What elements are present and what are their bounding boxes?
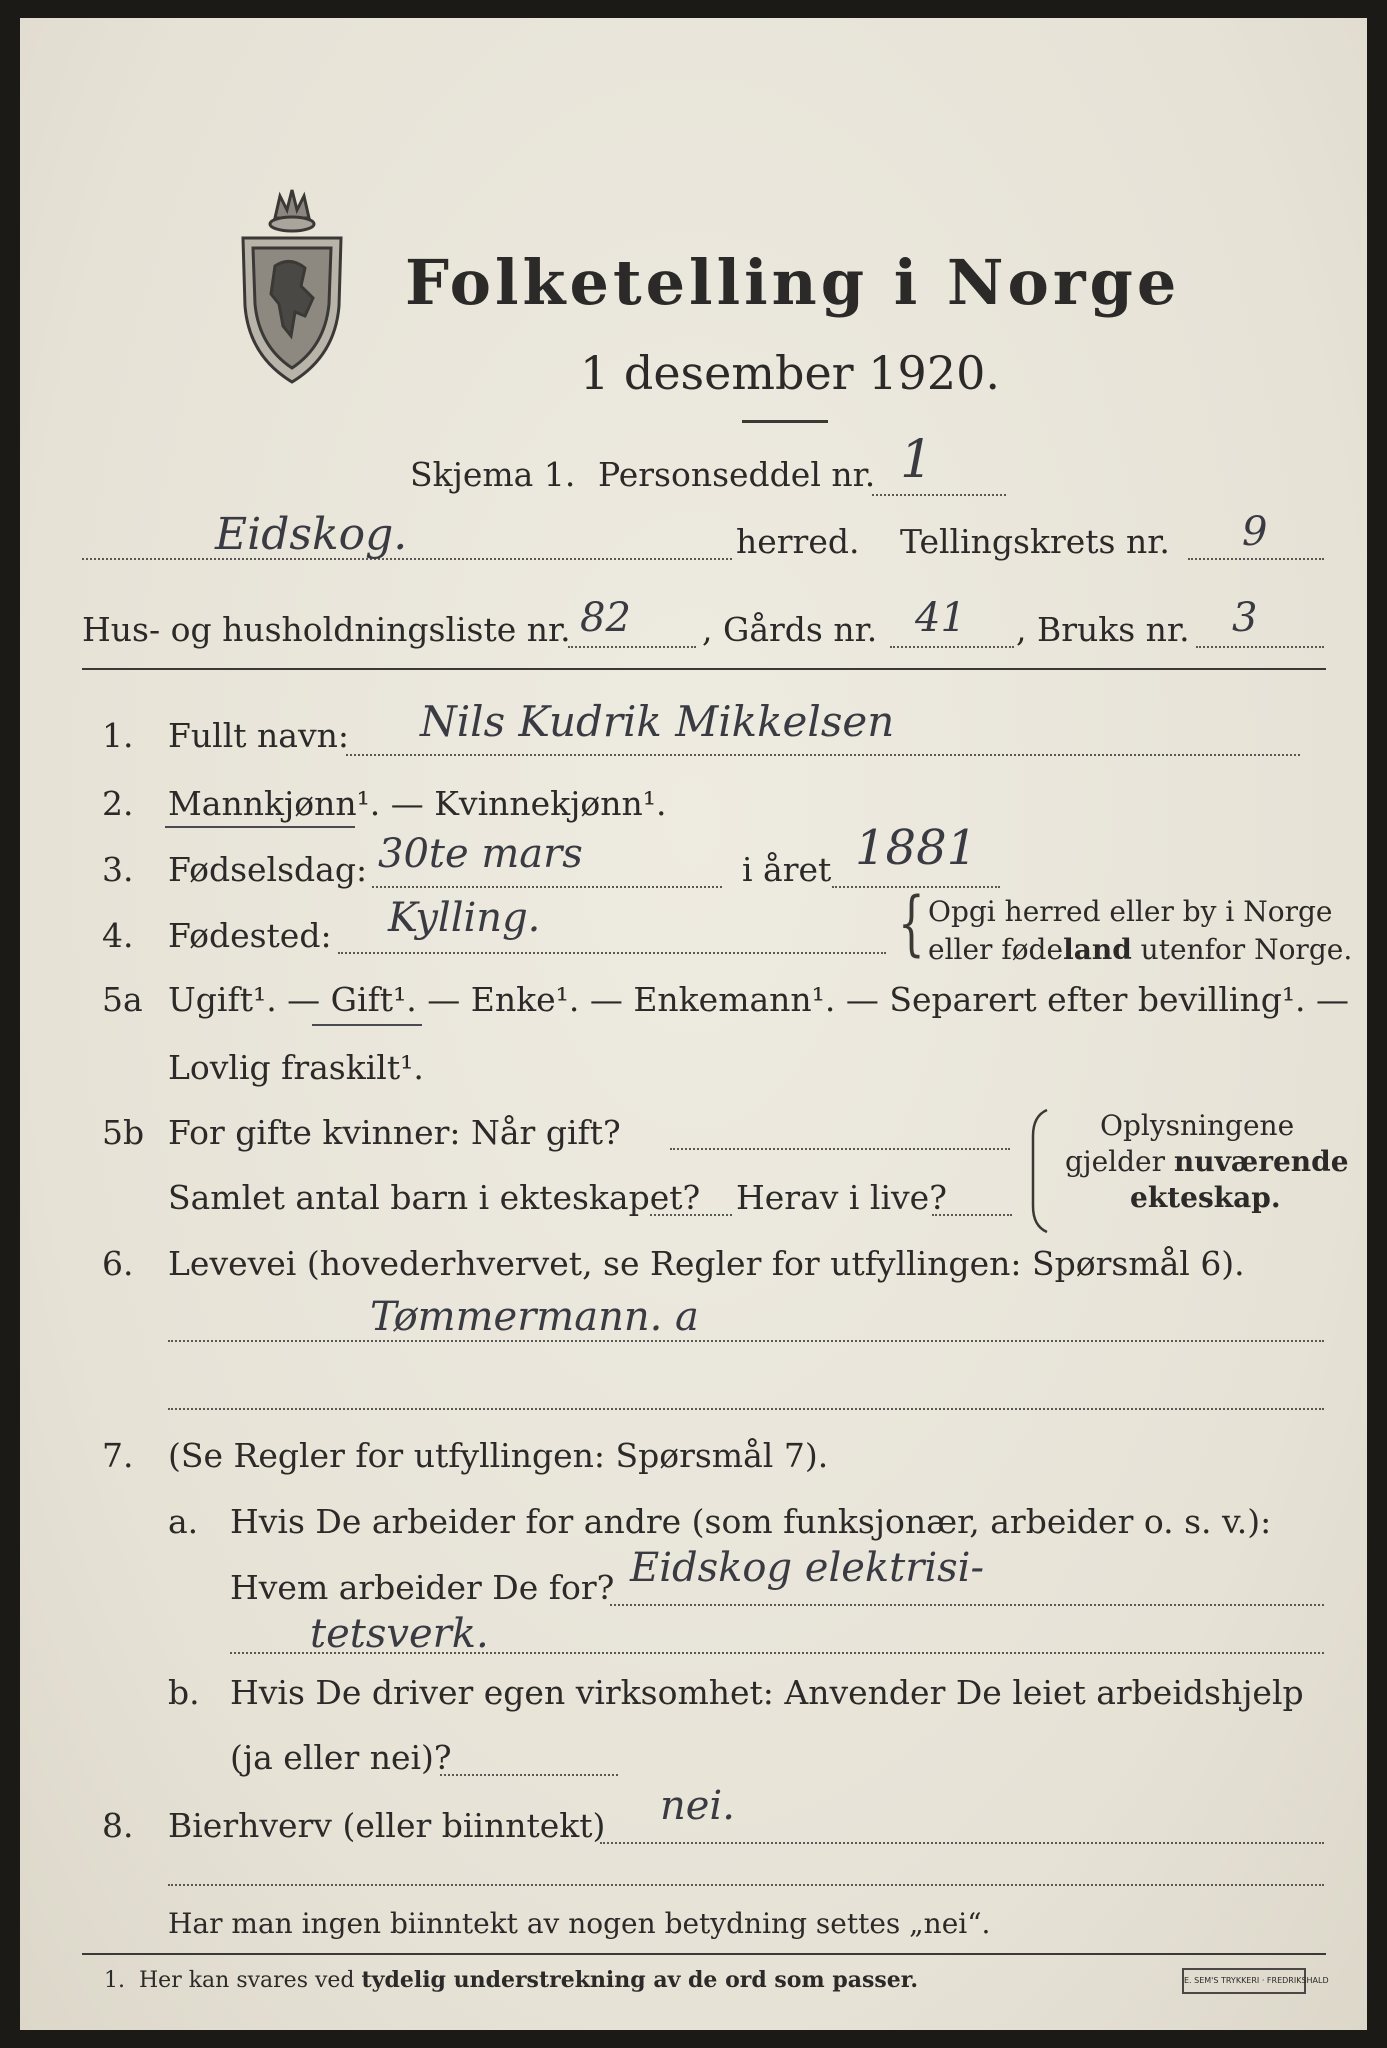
q5b-married-line: [670, 1148, 1010, 1150]
q5b-note-line1: Oplysningene: [1100, 1109, 1295, 1142]
footnote: 1. Her kan svares ved tydelig understrekning av de ord som passer.: [104, 1967, 919, 1993]
q5b-number: 5b: [102, 1113, 145, 1152]
q4-line: [338, 952, 886, 954]
q8-label: Bierhverv (eller biinntekt): [168, 1806, 606, 1845]
q3-value: 30te mars: [378, 831, 583, 877]
gards-value: 41: [915, 595, 966, 641]
q5a-gift-option: Gift¹.: [330, 980, 417, 1019]
q5b-bracket: [1025, 1106, 1055, 1236]
q7b-text: Hvis De driver egen virksomhet: Anvender De leiet arbeidshjelp: [230, 1673, 1304, 1712]
herred-value: Eidskog.: [215, 509, 408, 560]
q5b-note-line3: ekteskap.: [1130, 1181, 1281, 1214]
q7a-text: Hvis De arbeider for andre (som funksjonær, arbeider o. s. v.):: [230, 1502, 1272, 1541]
q8-value: nei.: [660, 1783, 735, 1829]
q5a-number: 5a: [102, 980, 143, 1019]
coat-of-arms-icon: [235, 186, 350, 386]
q1-line: [346, 754, 1300, 756]
q3-year-value: 1881: [855, 820, 978, 876]
q7b-letter: b.: [168, 1673, 200, 1712]
q5b-alive-line: [932, 1214, 1012, 1216]
personseddel-label: Personseddel nr.: [598, 455, 876, 494]
tellingskrets-value: 9: [1242, 509, 1268, 555]
q7-number: 7.: [102, 1436, 134, 1475]
q2-number: 2.: [102, 784, 134, 823]
q1-value: Nils Kudrik Mikkelsen: [420, 697, 895, 746]
tellingskrets-line: [1188, 558, 1324, 560]
q4-label: Fødested:: [168, 916, 332, 955]
q5b-alive-label: Herav i live?: [736, 1178, 947, 1217]
husliste-label: Hus- og husholdningsliste nr.: [82, 610, 571, 649]
footnote-number: 1.: [104, 1968, 125, 1993]
q5b-line1: For gifte kvinner: Når gift?: [168, 1113, 621, 1152]
personseddel-line: [872, 494, 1006, 496]
form-title: Folketelling i Norge: [405, 246, 1181, 319]
q6-number: 6.: [102, 1244, 134, 1283]
personseddel-value: 1: [900, 430, 934, 490]
footer-note: Har man ingen biinntekt av nogen betydning settes „nei“.: [168, 1907, 991, 1940]
q7a-letter: a.: [168, 1502, 199, 1541]
q5a-gift-underline: [312, 1024, 422, 1026]
q6-line2: [168, 1408, 1324, 1410]
q4-note-line1: Opgi herred eller by i Norge: [928, 895, 1333, 928]
q7-label: (Se Regler for utfyllingen: Spørsmål 7).: [168, 1436, 829, 1475]
q3-number: 3.: [102, 850, 134, 889]
q2-male-underline: [165, 826, 355, 828]
q7a-value-line1: Eidskog elektrisi-: [630, 1545, 984, 1591]
q3-year-label: i året: [742, 850, 832, 889]
bruks-value: 3: [1232, 595, 1258, 641]
q2-male-option: Mannkjønn¹.: [168, 784, 381, 823]
q4-value: Kylling.: [388, 895, 541, 941]
census-form: [20, 18, 1367, 2030]
q8-line: [600, 1842, 1324, 1844]
title-divider: [742, 420, 828, 423]
footer-rule: [82, 1953, 1326, 1955]
q1-number: 1.: [102, 716, 134, 755]
q5a-line1: Ugift¹. — Gift¹. — Enke¹. — Enkemann¹. — Separert efter bevilling¹. —: [168, 980, 1350, 1019]
husliste-value: 82: [580, 595, 631, 641]
q3-label: Fødselsdag:: [168, 850, 368, 889]
bruks-line: [1196, 646, 1324, 648]
q7b-line: [440, 1774, 618, 1776]
header-rule: [82, 668, 1326, 670]
q5b-children-line: [650, 1214, 732, 1216]
q7b-ask: (ja eller nei)?: [230, 1738, 452, 1777]
husliste-line: [568, 646, 696, 648]
q5b-note-line2: gjelder nuværende: [1065, 1145, 1349, 1178]
q7a-value-line2: tetsverk.: [310, 1611, 489, 1657]
q2-options: Mannkjønn¹. — Kvinnekjønn¹.: [168, 784, 667, 823]
bruks-label: , Bruks nr.: [1016, 610, 1190, 649]
skjema-label: Skjema 1.: [410, 455, 576, 494]
q3-line: [372, 886, 722, 888]
q6-value: Tømmermann. a: [370, 1294, 699, 1340]
tellingskrets-label: Tellingskrets nr.: [900, 522, 1170, 561]
q7a-who-label: Hvem arbeider De for?: [230, 1568, 615, 1607]
q6-label: Levevei (hovederhvervet, se Regler for utfyllingen: Spørsmål 6).: [168, 1244, 1245, 1283]
q1-label: Fullt navn:: [168, 716, 349, 755]
q8-extra-line: [168, 1884, 1324, 1886]
q4-brace: {: [898, 882, 925, 964]
q4-number: 4.: [102, 916, 134, 955]
q2-female-option: Kvinnekjønn¹.: [434, 784, 667, 823]
gards-line: [890, 646, 1014, 648]
q6-line1: [168, 1340, 1324, 1342]
q5a-line2: Lovlig fraskilt¹.: [168, 1048, 424, 1087]
gards-label: , Gårds nr.: [702, 610, 878, 649]
herred-label: herred.: [736, 522, 860, 561]
q5b-children-label: Samlet antal barn i ekteskapet?: [168, 1178, 701, 1217]
q7a-who-line1: [610, 1604, 1324, 1606]
q8-number: 8.: [102, 1806, 134, 1845]
printer-stamp: E. SEM'S TRYKKERI · FREDRIKSHALD: [1182, 1968, 1306, 1994]
census-date: 1 desember 1920.: [580, 346, 1000, 400]
q4-note-line2: eller fødeland utenfor Norge.: [928, 933, 1353, 966]
